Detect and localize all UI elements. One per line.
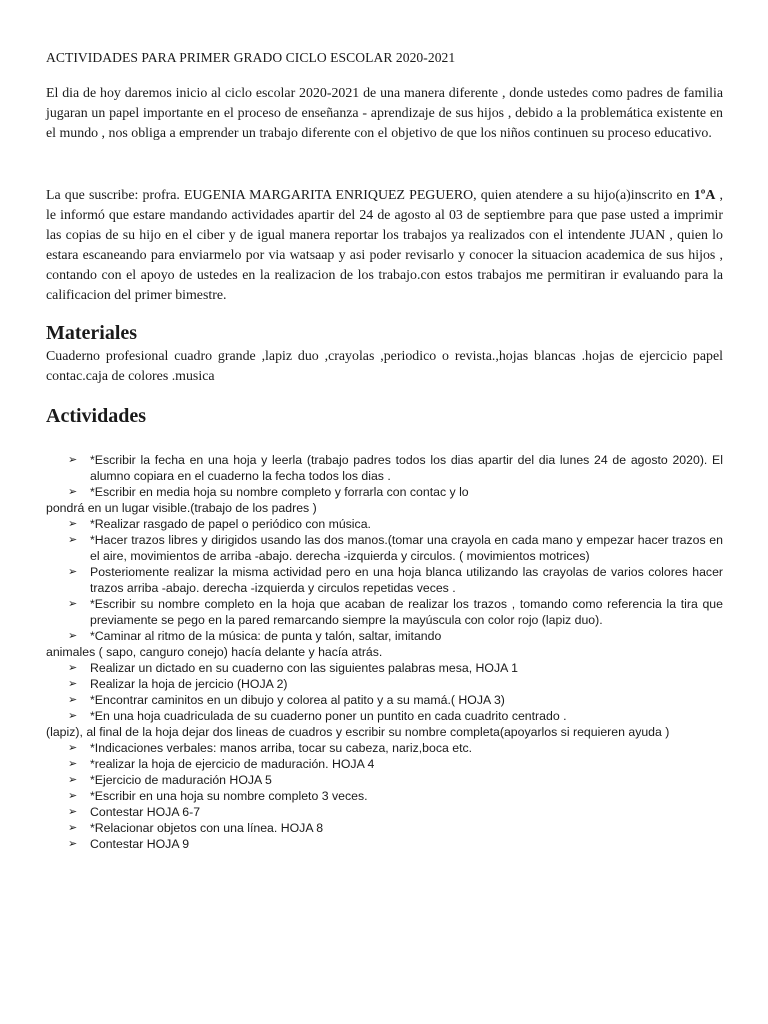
activity-item bbox=[0, 756, 768, 772]
document-title: ACTIVIDADES PARA PRIMER GRADO CICLO ESCOLAR 2020-2021 bbox=[46, 50, 456, 65]
activity-item bbox=[0, 660, 768, 676]
activity-item bbox=[0, 740, 768, 756]
activity-continuation-text: animales ( sapo, canguro conejo) hacía delante y hacía atrás. bbox=[46, 645, 383, 659]
activity-text: Contestar HOJA 9 bbox=[90, 837, 190, 851]
arrow-bullet-icon: ➢ bbox=[68, 773, 78, 786]
arrow-bullet-icon: ➢ bbox=[68, 693, 78, 706]
activity-text: Posteriomente realizar la misma actividad pero en una hoja blanca utilizando las crayolas de varios colores hacer trazos arriba -abajo. derecha -izquierda y circulos repetidas veces . bbox=[90, 565, 723, 595]
activity-text: *Indicaciones verbales: manos arriba, tocar su cabeza, nariz,boca etc. bbox=[90, 741, 473, 755]
activity-text: *Relacionar objetos con una línea. HOJA 8 bbox=[90, 821, 324, 835]
letter-text-part2: , le informó que estare mandando actividades apartir del 24 de agosto al 03 de septiembre para que pase usted a imprimir las copias de su hijo en el ciber y de igual manera reportar los trabajos ya realizados con el intendente JUAN , quien lo estara escaneando para enviarmelo por via watsaap y asi poder revisarlo y conocer la situacion academica de sus hijos , contando con el apoyo de ustedes en la realizacion de los trabajo.con estos trabajos me permitiran ir evaluando para la calificacion del primer bimestre. bbox=[46, 188, 723, 303]
arrow-bullet-icon: ➢ bbox=[68, 837, 78, 850]
activity-item bbox=[0, 676, 768, 692]
arrow-bullet-icon: ➢ bbox=[68, 741, 78, 754]
activity-item bbox=[0, 628, 768, 644]
activity-item bbox=[0, 820, 768, 836]
activity-text: Realizar un dictado en su cuaderno con las siguientes palabras mesa, HOJA 1 bbox=[90, 661, 518, 675]
teacher-letter-paragraph bbox=[46, 186, 723, 306]
activity-text: *Escribir en media hoja su nombre completo y forrarla con contac y lo bbox=[90, 485, 469, 499]
arrow-bullet-icon: ➢ bbox=[68, 533, 78, 546]
activity-item bbox=[0, 708, 768, 724]
group-label: 1ºA bbox=[693, 188, 716, 203]
materials-heading: Materiales bbox=[46, 322, 138, 344]
activity-item bbox=[0, 452, 768, 484]
letter-text-part1: La que suscribe: profra. EUGENIA MARGARITA ENRIQUEZ PEGUERO, quien atendere a su hijo(a)inscrito en bbox=[46, 188, 694, 203]
activity-text: *Escribir en una hoja su nombre completo 3 veces. bbox=[90, 789, 368, 803]
activity-text: Contestar HOJA 6-7 bbox=[90, 805, 201, 819]
activity-text: *Escribir la fecha en una hoja y leerla (trabajo padres todos los dias apartir del dia lunes 24 de agosto 2020). El alumno copiara en el cuaderno la fecha todos los dias . bbox=[90, 453, 723, 483]
arrow-bullet-icon: ➢ bbox=[68, 565, 78, 578]
activity-text: *Encontrar caminitos en un dibujo y colorea al patito y a su mamá.( HOJA 3) bbox=[90, 693, 505, 707]
arrow-bullet-icon: ➢ bbox=[68, 757, 78, 770]
activity-text: *realizar la hoja de ejercicio de maduración. HOJA 4 bbox=[90, 757, 375, 771]
arrow-bullet-icon: ➢ bbox=[68, 629, 78, 642]
arrow-bullet-icon: ➢ bbox=[68, 805, 78, 818]
activity-item bbox=[0, 836, 768, 852]
activity-item bbox=[0, 596, 768, 628]
activities-list bbox=[0, 452, 768, 852]
activity-continuation-text: (lapiz), al final de la hoja dejar dos lineas de cuadros y escribir su nombre completa(apoyarlos si requieren ayuda ) bbox=[46, 725, 670, 739]
activity-item bbox=[0, 772, 768, 788]
activity-item bbox=[0, 788, 768, 804]
activity-continuation-text: pondrá en un lugar visible.(trabajo de los padres ) bbox=[46, 501, 317, 515]
activity-text: *En una hoja cuadriculada de su cuaderno poner un puntito en cada cuadrito centrado . bbox=[90, 709, 567, 723]
activity-text: *Caminar al ritmo de la música: de punta y talón, saltar, imitando bbox=[90, 629, 442, 643]
activity-item bbox=[0, 692, 768, 708]
arrow-bullet-icon: ➢ bbox=[68, 709, 78, 722]
activity-item bbox=[0, 532, 768, 564]
activities-heading: Actividades bbox=[46, 405, 146, 427]
activity-text: *Realizar rasgado de papel o periódico con música. bbox=[90, 517, 371, 531]
activity-item bbox=[0, 804, 768, 820]
arrow-bullet-icon: ➢ bbox=[68, 453, 78, 466]
arrow-bullet-icon: ➢ bbox=[68, 789, 78, 802]
arrow-bullet-icon: ➢ bbox=[68, 485, 78, 498]
activity-item bbox=[0, 564, 768, 596]
arrow-bullet-icon: ➢ bbox=[68, 677, 78, 690]
activity-item bbox=[0, 484, 768, 500]
activity-text: *Ejercicio de maduración HOJA 5 bbox=[90, 773, 272, 787]
materials-text: Cuaderno profesional cuadro grande ,lapiz duo ,crayolas ,periodico o revista.,hojas blancas .hojas de ejercicio papel contac.caja de colores .musica bbox=[46, 349, 723, 384]
intro-paragraph: El dia de hoy daremos inicio al ciclo escolar 2020-2021 de una manera diferente , donde ustedes como padres de familia jugaran un papel importante en el proceso de enseñanza - aprendizaje de sus hijos , debido a la problemática existente en el mundo , nos obliga a emprender un trabajo diferente con el objetivo de que los niños continuen su proceso educativo. bbox=[46, 86, 723, 141]
arrow-bullet-icon: ➢ bbox=[68, 661, 78, 674]
arrow-bullet-icon: ➢ bbox=[68, 821, 78, 834]
arrow-bullet-icon: ➢ bbox=[68, 517, 78, 530]
activity-text: Realizar la hoja de jercicio (HOJA 2) bbox=[90, 677, 288, 691]
activity-item bbox=[0, 516, 768, 532]
activity-text: *Hacer trazos libres y dirigidos usando las dos manos.(tomar una crayola en cada mano y empezar hacer trazos en el aire, movimientos de arriba -abajo. derecha -izquierda y circulos. ( movimientos motrices) bbox=[90, 533, 723, 563]
arrow-bullet-icon: ➢ bbox=[68, 597, 78, 610]
activity-text: *Escribir su nombre completo en la hoja que acaban de realizar los trazos , tomando como referencia la tira que previamente se pego en la pared remarcando siempre la mayúscula con color rojo (lapiz duo). bbox=[90, 597, 723, 627]
